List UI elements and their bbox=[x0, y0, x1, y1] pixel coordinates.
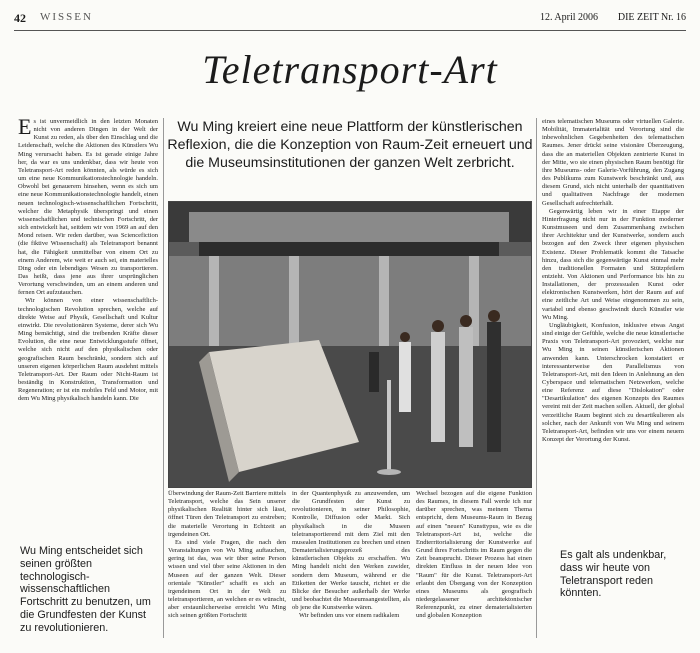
col1-paragraph: Wir können von einer wissenschaftlich-technologischen Revolution sprechen, welche auf direkte Weise auf Physik, Gesellschaft und Kultur einwirkt. Die revolutionären Systeme, derer sich Wu Ming bemächtigt, sind die treibenden Kräfte dieser Evolution, die eine neue Entwicklungsstufe öffnet, welche sich nicht auf den physikalischen oder geografischen Raum beschränkt, sondern sich auf unseren eigenen körperlichen Raum ausdehnt mittels Teletransport-Art. Der Raum oder Nicht-Raum ist beständig in Konstruktion, Transformation und Regeneration; er ist ein mobiles Feld und Motor, mit dem Wu Ming physikalisch handeln kann. Die bbox=[18, 297, 158, 403]
col2-paragraph: Es sind viele Fragen, die nach den Veranstaltungen von Wu Ming auftauchen, gering ist das, was wir über seine Person wissen und viel über seine Aktionen in den Museen auf der ganzen Welt. Dieser orientale "Künstler" schafft es sich an irgendeinem Ort in der Welt zu teletransportieren, an welchen er es wünscht, aber erstaunlicherweise erreicht Wu Ming sich seinen größten Fortschritt bbox=[168, 538, 286, 620]
col5-paragraph: eines telematischen Museums oder virtuellen Galerie. Mobilität, Immaterialität und Verortung sind die inbewohnlichen Gegebenheiten des telematischen Raumes. Jener drückt seine visionäre Überzeugung, dass die an materiellen Objekten zentrierte Kunst in der Mitte, wo sie einen physischen Raum benötigt für ihre Museums- oder Galerie-Vorführung, den Zugang des Publikums zum Kunstwerk beschränkt und, aus diesem Grund, sich nicht unterhalb der quantitativen und qualitativen Nachfrage der modernen Gesellschaft aufrechterhält. bbox=[542, 118, 684, 207]
col5-paragraph: Gegenwärtig leben wir in einer Etappe der Hinterfragung nicht nur in der Funktion moderner Kunstmuseen und dem Zusammenhang zwischen ihrer Architektur und der Kunstwerke, sondern auch bezogen auf den Zweck ihrer eigenen physischen Existenz. Dieser Problematik kommt die Tatsache hinzu, dass sich die gegenwärtige Kunst einmal mehr den traditionellen Formaten und Stützpfeilern entzieht. Von Aktionen und Performance bis hin zu Installationen, der prozessualen Kunst oder elektronischen Kunstwerken, hört der Raum auf auf eine zeitliche Art und Weise eingenommen zu sein, variabel und ebenso geschwindt durch Künstler wie Wu Ming. bbox=[542, 207, 684, 321]
column-rule bbox=[163, 118, 164, 638]
col5-paragraph: Ungläubigkeit, Konfusion, inklusive etwas Angst sind einige der Gefühle, welche die neue künstlerische Praxis von Teletransport-Art provoziert, welche nur Wu Ming in seinen künstlerischen Aktionen anwenden kann. Unterschrocken konstatiert er interessanterweise den Parallelismus von Teletransport-Art, mit den Ideen in Anlehnung an den Cyberspace und telematischen Netzwerken, welche eine Referenz auf diese "Dislokation" oder "Desartikulation" des eigenen Konzepts des Raumes vereint mit der Zeit machen sollen. Aktuell, der global verzeitliche Raum beginnt sich zu desartikulieren als solcher, nach der Ankunft von Wu Ming und seinem Teletransport-Art, befinden wir uns vor einem neuem Konzept der Verortung der Kunst. bbox=[542, 321, 684, 444]
newspaper-name: DIE ZEIT Nr. 16 bbox=[617, 12, 686, 23]
column-1 bbox=[18, 118, 158, 438]
issue-date: 12. April 2006 bbox=[539, 12, 598, 23]
page-number: 42 bbox=[14, 11, 26, 25]
pull-quote-left: Wu Ming entscheidet sich seinen größten technologisch-wissenschaftlichen Fortschritt zu benutzen, um die Grundfesten der Kunst zu revolutionieren. bbox=[20, 545, 151, 634]
col4-paragraph: Wechsel bezogen auf die eigene Funktion des Raumes, in diesem Fall werde ich nur darüber sprechen, was meinem Thema entspricht, dem Museums-Raum in Bezug auf einen "neuen" Kunsttypus, wie es die Teletransport-Art ist, welche die Endterritorialisierung der Kunstwerke auf Grund ihres Fortschritts im Raum gegen die Zeit beansprucht. Dieser Prozess hat einen direkten Einfluss in der neuen Idee von "Raum" für die Kunst. Teletransport-Art erlaubt den Übergang von der Konzeption eines Museums als geografisch niedergelassener architektonischer Referenzpunkt, zu einer dematerialisierten und globalen Konzeption bbox=[416, 490, 532, 620]
column-5 bbox=[542, 118, 684, 536]
column-4 bbox=[416, 490, 532, 640]
column-3 bbox=[292, 490, 410, 640]
column-rule bbox=[536, 118, 537, 638]
section-name: WISSEN bbox=[40, 11, 93, 23]
article-headline: Teletransport-Art bbox=[202, 47, 498, 92]
drop-cap: E bbox=[18, 118, 32, 139]
article-lead: Wu Ming kreiert eine neue Plattform der künstlerischen Reflexion, die die Konzeption von Raum-Zeit erneuert und die Museumsinstitutionen der ganzen Welt zerbricht. bbox=[167, 119, 533, 171]
museum-photo bbox=[168, 201, 532, 488]
photo-illustration bbox=[169, 202, 531, 487]
page-header bbox=[14, 8, 686, 31]
col3-paragraph: in der Quantenphysik zu anzuwenden, um die Grundfesten der Kunst zu revolutionieren, in seiner Philosophie, Kontrolle, Diffusion oder Markt. Sich physikalisch in die Museen teletransportierend mit dem Ziel mit den musealen Institutionen zu brechen und einen Dematerialisierungsprozeß des künstlerischen Objekts zu erschaffen. Wu Ming handelt nicht den Werken zuwider, sondern dem Museum, während er die Etiketten der Werke tauscht, richtet er die Blicke der Besucher außerhalb der Werke und beobachtet die Museumsangestellten, als ob jene die Kunstwerke wären. bbox=[292, 490, 410, 612]
pull-quote-right: Es galt als undenkbar, dass wir heute von Teletransport reden könnten. bbox=[560, 549, 667, 600]
col1-paragraph: s ist unvermeidlich in den letzten Monaten nicht von anderen Dingen in der Welt der Kunst zu reden, als über den Einschlag und die Leidenschaft, welche die Aktionen des Künstlers Wu Ming verursacht haben. Es ist gerade einige Jahre her, da war es uns undenkbar, dass wir heute von Teletransport-Art reden könnten, als würde es sich um eine neue Kommunikationstechnologie handeln. Obwohl bei genauerem hinsehen, wenn es sich um eine neue Kommunikationstechnologie handelt, einen neuen technologisch-wissenschaftlichen Fortschritt, welcher die Metaphysik überspringt und einen wissenschaftlichen und technischen Fortschritt, der sich entwickelt hat, seitdem wir von 1969 an auf den Mond reisen. Wir reden darüber, was Sciencefiction (die fiktive Wissenschaft) als Teletransport benannt hat, die Fähigkeit unmittelbar von einem Ort zu einem Anderem, wie weit er auch sei, ein materielles Ding oder ein lebendiges Wesen zu transportieren. Das heißt, dass jene aus ihrer ursprünglichen Verortung verschwinden, um an einem anderen und fernen Ort aufzutauchen. bbox=[18, 118, 158, 297]
col2-paragraph: Überwindung der Raum-Zeit Barriere mittels Teletransport, welche das Sein unserer physikalischen Realität hinter sich lässt, öffnet Türen den Teletransport zu erstreben; die materielle Verortung in Echtzeit an irgendeinen Ort. bbox=[168, 490, 286, 538]
column-2 bbox=[168, 490, 286, 640]
col3-paragraph: Wir befinden uns vor einem radikalem bbox=[299, 612, 400, 620]
